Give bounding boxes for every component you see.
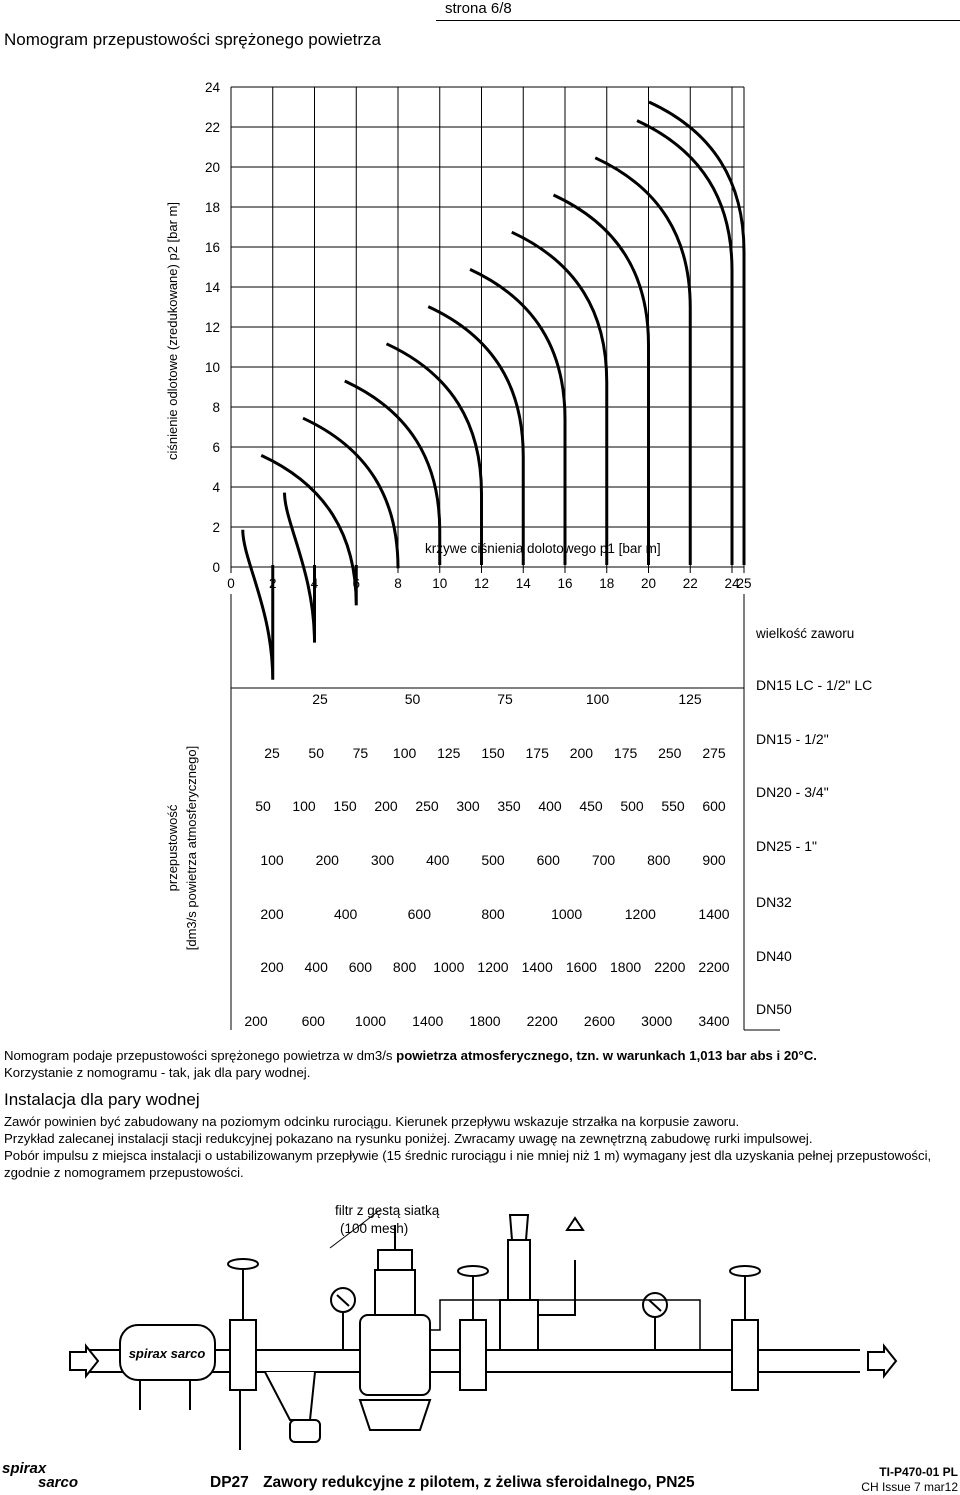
x-tick-label: 12: [473, 576, 490, 591]
paragraph-impulse: Pobór impulsu z miejsca instalacji o ustabilizowanym przepływie (15 średnic rurociągu i nie mniej niż 1 m) wymagany jest dla uzyskania pełnej przepustowości, zgodnie z nomogramem przepustowości.: [4, 1148, 932, 1180]
capacity-value: 250: [415, 798, 439, 814]
footer-doc-title: Zawory redukcyjne z pilotem, z żeliwa sferoidalnego, PN25: [263, 1474, 695, 1491]
capacity-value: 600: [348, 959, 373, 975]
valve-size-label: DN20 - 3/4": [756, 784, 829, 800]
capacity-value: 100: [585, 691, 610, 707]
x-tick-label: 6: [352, 576, 361, 591]
capacity-value: 2600: [583, 1013, 616, 1029]
capacity-value: 400: [538, 798, 562, 814]
capacity-value: 275: [702, 745, 726, 761]
capacity-value: 1000: [551, 906, 583, 922]
capacity-value: 150: [333, 798, 357, 814]
valve-size-label: DN50: [756, 1001, 792, 1017]
capacity-value: 175: [613, 745, 638, 761]
y-tick-label: 4: [212, 480, 220, 495]
paragraph-intro: [4, 1047, 956, 1064]
footer-ref-code: [862, 1465, 958, 1479]
paragraph-usage: Korzystanie z nomogramu - tak, jak dla pary wodnej.: [4, 1065, 311, 1080]
capacity-value: 75: [352, 745, 369, 761]
intro-bold-text: powietrza atmosferycznego, tzn. w warunkach 1,013 bar abs i 20°C.: [396, 1048, 817, 1063]
capacity-value: 200: [244, 1013, 268, 1029]
capacity-value: 600: [702, 798, 726, 814]
logo-line2: sarco: [38, 1474, 79, 1491]
capacity-value: 400: [304, 959, 328, 975]
capacity-value: 100: [260, 852, 284, 868]
capacity-value: 50: [255, 798, 271, 814]
y-tick-label: 12: [204, 320, 220, 335]
capacity-value: 75: [497, 691, 513, 707]
valve-size-label: DN40: [756, 948, 792, 964]
capacity-label-line2: [dm3/s powietrza atmosferycznego]: [184, 745, 199, 951]
inlet-curve-p1-20: [554, 195, 649, 565]
capacity-value: 200: [569, 745, 594, 761]
capacity-value: 125: [678, 691, 702, 707]
capacity-value: 400: [333, 906, 358, 922]
capacity-value: 1400: [412, 1013, 444, 1029]
capacity-value: 50: [404, 691, 421, 707]
y-tick-label: 14: [204, 280, 220, 295]
capacity-value: 2200: [698, 959, 730, 975]
capacity-value: 175: [525, 745, 549, 761]
capacity-value: 1800: [610, 959, 642, 975]
capacity-value: 450: [579, 798, 603, 814]
y-tick-label: 2: [212, 520, 220, 535]
capacity-value: 800: [647, 852, 671, 868]
x-tick-label: 2: [268, 576, 277, 591]
page-title: Nomogram przepustowości sprężonego powietrza: [4, 30, 382, 49]
capacity-value: 500: [481, 852, 505, 868]
capacity-value: 800: [392, 959, 417, 975]
capacity-value: 3000: [641, 1013, 673, 1029]
inlet-curve-p1-18: [512, 232, 607, 565]
nomogram-grid: [231, 87, 780, 1030]
x-tick-label: 14: [515, 576, 531, 591]
capacity-value: 600: [536, 852, 560, 868]
separator-brand: spirax sarco: [128, 1346, 206, 1361]
inlet-curve-p1-24: [637, 121, 732, 565]
capacity-value: 300: [370, 852, 395, 868]
capacity-value: 1200: [477, 959, 509, 975]
capacity-value: 800: [481, 906, 505, 922]
inlet-curve-p1-25: [649, 102, 744, 565]
capacity-value: 700: [591, 852, 616, 868]
footer-doc-code: DP27: [210, 1474, 249, 1491]
capacity-value: 1200: [624, 906, 656, 922]
capacity-value: 600: [407, 906, 432, 922]
inlet-curve-p1-2: [243, 530, 273, 680]
capacity-value: 1000: [354, 1013, 387, 1029]
footer-logo: [2, 1462, 78, 1490]
capacity-value: 3400: [698, 1013, 730, 1029]
capacity-value: 500: [620, 798, 644, 814]
y-tick-label: 24: [204, 80, 220, 95]
x-tick-label: 10: [432, 576, 448, 591]
valve-size-label: DN25 - 1": [756, 838, 817, 854]
filter-label-line2: (100 mesh): [340, 1221, 409, 1236]
x-tick-label: 22: [682, 576, 698, 591]
capacity-value: 125: [437, 745, 461, 761]
valve-size-label: DN15 LC - 1/2" LC: [756, 677, 873, 693]
capacity-value: 1400: [521, 959, 553, 975]
x-tick-label: 18: [599, 576, 615, 591]
y-tick-label: 0: [212, 560, 220, 575]
capacity-value: 25: [312, 691, 328, 707]
capacity-value: 1000: [433, 959, 465, 975]
capacity-value: 2200: [526, 1013, 558, 1029]
capacity-value: 100: [292, 798, 316, 814]
inlet-curve-p1-10: [345, 381, 440, 565]
capacity-value: 400: [426, 852, 450, 868]
section-heading: Instalacja dla pary wodnej: [4, 1090, 200, 1109]
capacity-value: 350: [497, 798, 521, 814]
y-tick-label: 18: [204, 200, 220, 215]
footer-issue: CH Issue 7 mar12: [861, 1480, 958, 1494]
x-tick-label: 8: [394, 576, 402, 591]
inlet-pressure-curves: [243, 102, 744, 680]
y-tick-label: 10: [204, 360, 220, 375]
valve-size-header: wielkość zaworu: [756, 626, 855, 641]
capacity-value: 1600: [565, 959, 597, 975]
capacity-value: 200: [260, 959, 284, 975]
x-tick-label: 4: [310, 576, 319, 591]
capacity-value: 100: [392, 745, 417, 761]
capacity-value: 2200: [654, 959, 686, 975]
capacity-value: 200: [260, 906, 284, 922]
inlet-curve-p1-4: [285, 493, 315, 643]
inlet-curve-p1-14: [428, 307, 523, 565]
valve-size-label: DN15 - 1/2": [756, 731, 829, 747]
capacity-value: 250: [658, 745, 682, 761]
paragraph-example: Przykład zalecanej instalacji stacji redukcyjnej pokazano na rysunku poniżej. Zwracamy uwagę na zewnętrzną zabudowę rurki impulsowej.: [4, 1131, 813, 1146]
installation-drawing: [60, 1200, 910, 1460]
inlet-curve-p1-16: [470, 269, 565, 565]
capacity-value: 200: [315, 852, 339, 868]
valve-size-label: DN32: [756, 894, 792, 910]
y-axis-label: ciśnienie odlotowe (zredukowane) p2 [bar m]: [165, 202, 180, 460]
y-tick-label: 8: [212, 400, 220, 415]
y-tick-label: 16: [204, 240, 220, 255]
capacity-value: 600: [301, 1013, 325, 1029]
capacity-value: 1400: [698, 906, 730, 922]
y-tick-label: 22: [204, 120, 220, 135]
x-tick-label: 25: [736, 576, 752, 591]
intro-normal-text: Nomogram podaje przepustowości sprężonego powietrza w dm3/s: [4, 1048, 397, 1063]
x-tick-label: 24: [724, 576, 740, 591]
y-tick-label: 6: [212, 440, 220, 455]
capacity-label-line1: przepustowość: [165, 804, 180, 892]
capacity-value: 25: [264, 745, 280, 761]
footer-doc-name: [210, 1474, 695, 1492]
capacity-value: 150: [481, 745, 505, 761]
capacity-value: 550: [661, 798, 685, 814]
capacity-value: 900: [702, 852, 726, 868]
x-tick-label: 20: [640, 576, 657, 591]
inlet-curve-p1-22: [595, 158, 690, 565]
capacity-value: 1800: [469, 1013, 501, 1029]
capacity-value: 300: [456, 798, 480, 814]
inlet-curve-p1-12: [387, 344, 482, 565]
capacity-value: 200: [374, 798, 398, 814]
y-tick-label: 20: [204, 160, 220, 175]
paragraph-mounting: Zawór powinien być zabudowany na poziomym odcinku rurociągu. Kierunek przepływu wskazuje strzałka na korpusie zaworu.: [4, 1114, 740, 1129]
page-number: strona 6/8: [445, 0, 512, 17]
x-tick-label: 0: [227, 576, 235, 591]
curves-label: krzywe ciśnienia dolotowego p1 [bar m]: [425, 541, 661, 556]
filter-label-line1: filtr z gęstą siatką: [335, 1203, 440, 1218]
x-tick-label: 16: [557, 576, 573, 591]
logo-line1: spirax: [2, 1460, 47, 1477]
capacity-value: 50: [308, 745, 324, 761]
ref-code-text: TI-P470-01 PL: [879, 1465, 958, 1479]
